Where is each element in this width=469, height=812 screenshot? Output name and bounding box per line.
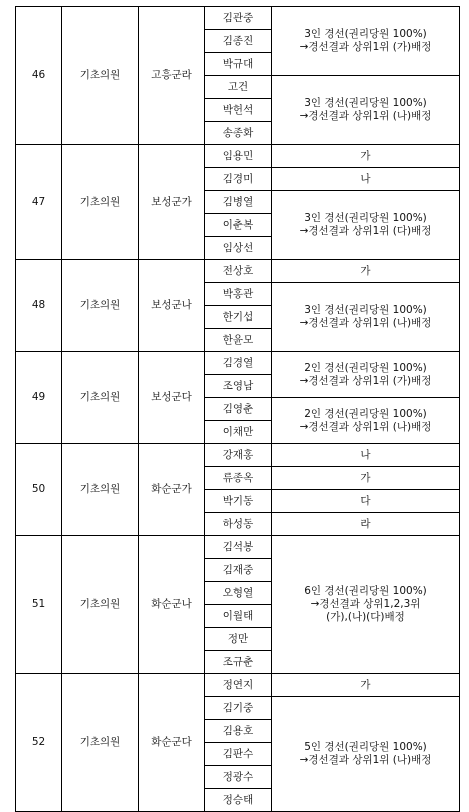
note-line: 가 — [360, 678, 371, 691]
table-row — [16, 145, 460, 168]
note-line: →경선결과 상위1위 (나)배정 — [299, 110, 432, 122]
note-line: (가),(나)(다)배정 — [326, 611, 405, 623]
district-number: 46 — [16, 7, 62, 145]
candidate-name: 김재중 — [205, 559, 272, 582]
note-line: 3인 경선(권리당원 100%) — [304, 304, 427, 316]
candidate-name: 김용호 — [205, 720, 272, 743]
election-type: 기초의원 — [62, 444, 139, 536]
district-number: 52 — [16, 674, 62, 812]
candidate-name: 한윤모 — [205, 329, 272, 352]
candidate-name: 김석봉 — [205, 536, 272, 559]
note-line: 나 — [360, 172, 371, 185]
candidate-name: 박홍관 — [205, 283, 272, 306]
assignment-note — [272, 145, 460, 168]
district-name: 보성군다 — [139, 352, 205, 444]
note-line: 2인 경선(권리당원 100%) — [304, 407, 427, 420]
assignment-note — [272, 260, 460, 283]
candidate-name: 조규춘 — [205, 651, 272, 674]
assignment-note — [272, 7, 460, 76]
district-name: 보성군나 — [139, 260, 205, 352]
candidate-name: 김경미 — [205, 168, 272, 191]
district-name: 화순군다 — [139, 674, 205, 812]
election-type: 기초의원 — [62, 352, 139, 444]
candidate-name: 전상호 — [205, 260, 272, 283]
table-row — [16, 536, 460, 559]
district-number: 47 — [16, 145, 62, 260]
candidate-name: 정만 — [205, 628, 272, 651]
note-line: 6인 경선(권리당원 100%) — [304, 585, 427, 597]
table-row — [16, 674, 460, 697]
note-line: 가 — [360, 264, 371, 277]
election-type: 기초의원 — [62, 674, 139, 812]
note-line: →경선결과 상위1위 (가)배정 — [299, 374, 432, 387]
assignment-note — [272, 352, 460, 398]
table-row — [16, 7, 460, 30]
candidate-name: 강재홍 — [205, 444, 272, 467]
district-number: 51 — [16, 536, 62, 674]
candidate-table — [15, 6, 460, 812]
note-line: 가 — [360, 149, 371, 162]
candidate-name: 김판수 — [205, 743, 272, 766]
note-line: 3인 경선(권리당원 100%) — [304, 97, 427, 109]
district-name: 화순군가 — [139, 444, 205, 536]
candidate-name: 이채만 — [205, 421, 272, 444]
candidate-name: 김종진 — [205, 30, 272, 53]
note-line: 나 — [360, 448, 371, 461]
note-line: →경선결과 상위1위 (나)배정 — [299, 317, 432, 329]
candidate-name: 정승태 — [205, 789, 272, 812]
note-line: 2인 경선(권리당원 100%) — [304, 361, 427, 374]
election-type: 기초의원 — [62, 260, 139, 352]
assignment-note — [272, 513, 460, 536]
candidate-name: 정연지 — [205, 674, 272, 697]
election-type: 기초의원 — [62, 145, 139, 260]
note-line: 가 — [360, 471, 371, 484]
note-line: 3인 경선(권리당원 100%) — [304, 28, 427, 40]
candidate-name: 송종화 — [205, 122, 272, 145]
assignment-note — [272, 490, 460, 513]
candidate-name: 임상선 — [205, 237, 272, 260]
candidate-name: 임용민 — [205, 145, 272, 168]
candidate-name: 정광수 — [205, 766, 272, 789]
assignment-note — [272, 398, 460, 444]
table-row — [16, 352, 460, 375]
assignment-note — [272, 674, 460, 697]
note-line: →경선결과 상위1위 (다)배정 — [299, 225, 432, 237]
assignment-note — [272, 444, 460, 467]
candidate-name: 김병열 — [205, 191, 272, 214]
note-line: 다 — [360, 494, 371, 507]
assignment-note — [272, 536, 460, 674]
candidate-name: 박기동 — [205, 490, 272, 513]
assignment-note — [272, 283, 460, 352]
assignment-note — [272, 467, 460, 490]
candidate-name: 김경열 — [205, 352, 272, 375]
assignment-note — [272, 76, 460, 145]
candidate-name: 김영춘 — [205, 398, 272, 421]
table-row — [16, 260, 460, 283]
note-line: →경선결과 상위1,2,3위 — [310, 598, 421, 610]
note-line: →경선결과 상위1위 (가)배정 — [299, 41, 432, 53]
candidate-name: 이춘복 — [205, 214, 272, 237]
election-type: 기초의원 — [62, 7, 139, 145]
district-number: 49 — [16, 352, 62, 444]
candidate-name: 류종옥 — [205, 467, 272, 490]
district-number: 48 — [16, 260, 62, 352]
note-line: 라 — [360, 517, 371, 530]
note-line: 5인 경선(권리당원 100%) — [304, 741, 427, 753]
candidate-name: 오형열 — [205, 582, 272, 605]
candidate-name: 김관중 — [205, 7, 272, 30]
candidate-name: 조영남 — [205, 375, 272, 398]
assignment-note — [272, 168, 460, 191]
candidate-name: 김기중 — [205, 697, 272, 720]
election-type: 기초의원 — [62, 536, 139, 674]
district-name: 고흥군라 — [139, 7, 205, 145]
candidate-name: 하성동 — [205, 513, 272, 536]
candidate-name: 한기섭 — [205, 306, 272, 329]
table-row — [16, 444, 460, 467]
district-name: 보성군가 — [139, 145, 205, 260]
note-line: →경선결과 상위1위 (나)배정 — [299, 420, 432, 433]
candidate-name: 박규대 — [205, 53, 272, 76]
district-name: 화순군나 — [139, 536, 205, 674]
district-number: 50 — [16, 444, 62, 536]
note-line: 3인 경선(권리당원 100%) — [304, 212, 427, 224]
candidate-name: 박헌석 — [205, 99, 272, 122]
candidate-name: 이월태 — [205, 605, 272, 628]
note-line: →경선결과 상위1위 (나)배정 — [299, 754, 432, 766]
candidate-name: 고건 — [205, 76, 272, 99]
assignment-note — [272, 191, 460, 260]
